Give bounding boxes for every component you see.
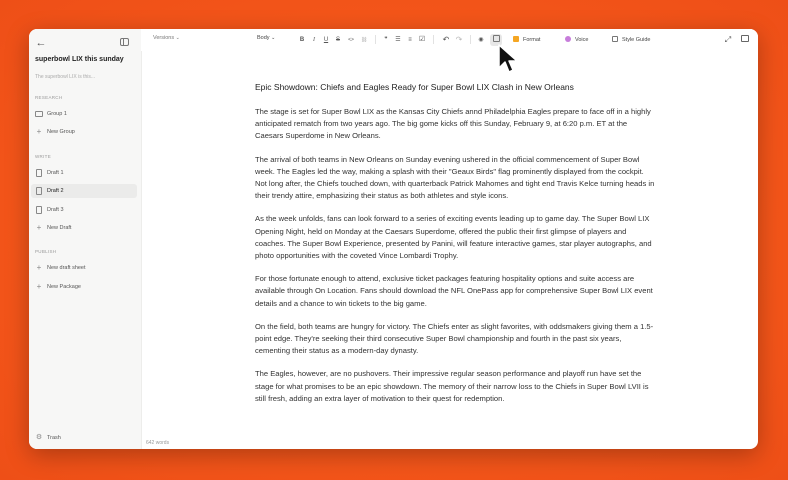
format-icon xyxy=(513,36,519,42)
article-title: Epic Showdown: Chiefs and Eagles Ready for Super Bowl LIX Clash in New Orleans xyxy=(255,82,574,92)
sidebar-item-label: New Draft xyxy=(47,225,72,231)
italic-button[interactable]: I xyxy=(313,37,315,43)
chevron-down-icon: ⌄ xyxy=(271,35,276,41)
document-subtitle: The superbowl LIX is this... xyxy=(35,74,96,80)
sidebar-top-bar xyxy=(35,37,135,49)
paragraph: As the week unfolds, fans can look forward to a series of exciting events leading up to game day. The Super Bowl LIX Opening Night, held on Monday at the Caesars Superdome, offered the public their first glimpse of players and coaches. The Super Bowl Experience, presented by Panini, will feature interactive games, star player autographs, and photo opportunities with the coveted Vince Lombardi Trophy. xyxy=(255,214,652,261)
preview-eye-icon[interactable]: ◉ xyxy=(478,37,484,43)
paragraph: For those fortunate enough to attend, exclusive ticket packages featuring hospitality options and suite access are available through On Location. Fans should download the NFL OnePass app for comprehensive Super Bowl LIX event details and a chance to win tickets to the big game. xyxy=(255,274,653,308)
bullet-list-button[interactable]: ☰ xyxy=(395,37,401,43)
folder-icon xyxy=(35,111,43,117)
sidebar-toggle-icon[interactable] xyxy=(120,38,129,46)
sidebar-item-group-1[interactable] xyxy=(31,107,137,121)
style-guide-label: Style Guide xyxy=(622,37,651,43)
word-count: 642 words xyxy=(146,440,170,446)
section-label-research: RESEARCH xyxy=(35,95,63,100)
voice-label: Voice xyxy=(575,37,589,43)
sidebar-item-draft-2[interactable] xyxy=(31,184,137,198)
sidebar-item-draft-3[interactable] xyxy=(31,203,137,217)
gear-icon: ⚙ xyxy=(35,434,43,441)
versions-dropdown[interactable] xyxy=(153,35,180,41)
toolbar-divider xyxy=(470,35,471,44)
link-button[interactable]: ⛓ xyxy=(360,37,368,43)
editor-content[interactable] xyxy=(255,81,655,416)
code-button[interactable]: <> xyxy=(348,37,354,43)
sidebar-item-new-group[interactable] xyxy=(31,125,137,139)
toolbar xyxy=(141,29,758,51)
sidebar-item-label: Draft 2 xyxy=(47,188,64,194)
sidebar xyxy=(29,29,142,449)
sidebar-item-new-draft-sheet[interactable] xyxy=(31,261,137,275)
sidebar-item-label: Draft 1 xyxy=(47,170,64,176)
style-select[interactable] xyxy=(257,35,275,41)
mouse-pointer-icon xyxy=(497,44,521,74)
quote-button[interactable]: ❞ xyxy=(384,37,388,43)
sidebar-item-new-package[interactable] xyxy=(31,280,137,294)
style-guide-button[interactable] xyxy=(608,34,654,46)
paragraph: On the field, both teams are hungry for victory. The Chiefs enter as slight favorites, with oddsmakers giving them a 1.5-point edge. They're seeking their third consecutive Super Bowl championship and fourth in the past six years, cementing their status as a modern-day dynasty. xyxy=(255,321,654,356)
document-icon xyxy=(36,169,42,177)
document-icon xyxy=(36,206,42,214)
plus-icon: + xyxy=(36,127,42,136)
chevron-down-icon: ⌄ xyxy=(175,35,180,41)
right-panel-toggle-icon[interactable] xyxy=(739,34,751,46)
voice-button[interactable] xyxy=(561,34,592,46)
fullscreen-icon[interactable]: ⤢ xyxy=(724,35,732,44)
document-title: superbowl LIX this sunday xyxy=(35,56,124,63)
underline-button[interactable]: U xyxy=(323,37,329,43)
numbered-list-button[interactable]: ≡ xyxy=(408,37,412,43)
redo-button[interactable]: ↷ xyxy=(455,35,463,44)
sidebar-item-trash[interactable] xyxy=(31,431,137,445)
sidebar-item-draft-1[interactable] xyxy=(31,166,137,180)
sidebar-item-label: Group 1 xyxy=(47,111,67,117)
section-label-publish: PUBLISH xyxy=(35,249,57,254)
sidebar-item-label: New draft sheet xyxy=(47,265,86,271)
paragraph: The arrival of both teams in New Orleans on Sunday evening ushered in the official commencement of Super Bowl week. The Eagles led the way, making a splash with their "Geaux Birds" flag prominently displayed from the cockpit. Not long after, the Chiefs touched down, with quarterback Patrick Mahomes and tight end Travis Kelce turning heads in their trendy attire, emphasizing their status as both athletes and style icons. xyxy=(255,154,655,201)
sidebar-item-label: New Group xyxy=(47,129,75,135)
toolbar-divider xyxy=(375,35,376,44)
section-label-write: WRITE xyxy=(35,154,51,159)
voice-icon xyxy=(565,36,571,42)
back-arrow-icon[interactable]: ← xyxy=(35,37,47,49)
plus-icon: + xyxy=(36,223,42,232)
versions-label: Versions xyxy=(153,35,175,41)
text-style-icon xyxy=(493,35,500,42)
plus-icon: + xyxy=(36,282,42,291)
style-guide-icon xyxy=(612,36,618,42)
paragraph: The Eagles, however, are no pushovers. Their impressive regular season performance and playoff run have set the stage for what promises to be an epic showdown. The memory of their narrow loss to the Chiefs in Super Bowl LVII is still fresh, adding an extra layer of motivation to their quest for redemption. xyxy=(255,369,649,403)
document-icon xyxy=(36,187,42,195)
checklist-button[interactable]: ☑ xyxy=(418,36,426,43)
sidebar-item-new-draft[interactable] xyxy=(31,221,137,235)
paragraph: The stage is set for Super Bowl LIX as the Kansas City Chiefs annd Philadelphia Eagles prepare to face off in a highly anticipated rematch from two years ago. The big gome kicks off this Sunday, February 9, at 6:20 p.m. ET at the Caesars Superdome in New Orleans. xyxy=(255,107,651,141)
format-label: Format xyxy=(523,37,541,43)
sidebar-item-label: New Package xyxy=(47,284,81,290)
bold-button[interactable]: B xyxy=(299,37,305,43)
panel-icon xyxy=(741,35,749,42)
undo-button[interactable]: ↶ xyxy=(442,35,450,44)
app-window xyxy=(29,29,758,449)
sidebar-item-label: Draft 3 xyxy=(47,207,64,213)
sidebar-item-label: Trash xyxy=(47,435,61,441)
strikethrough-button[interactable]: S xyxy=(335,37,340,43)
plus-icon: + xyxy=(36,263,42,272)
toolbar-divider xyxy=(433,35,434,44)
style-select-value: Body xyxy=(257,35,270,41)
